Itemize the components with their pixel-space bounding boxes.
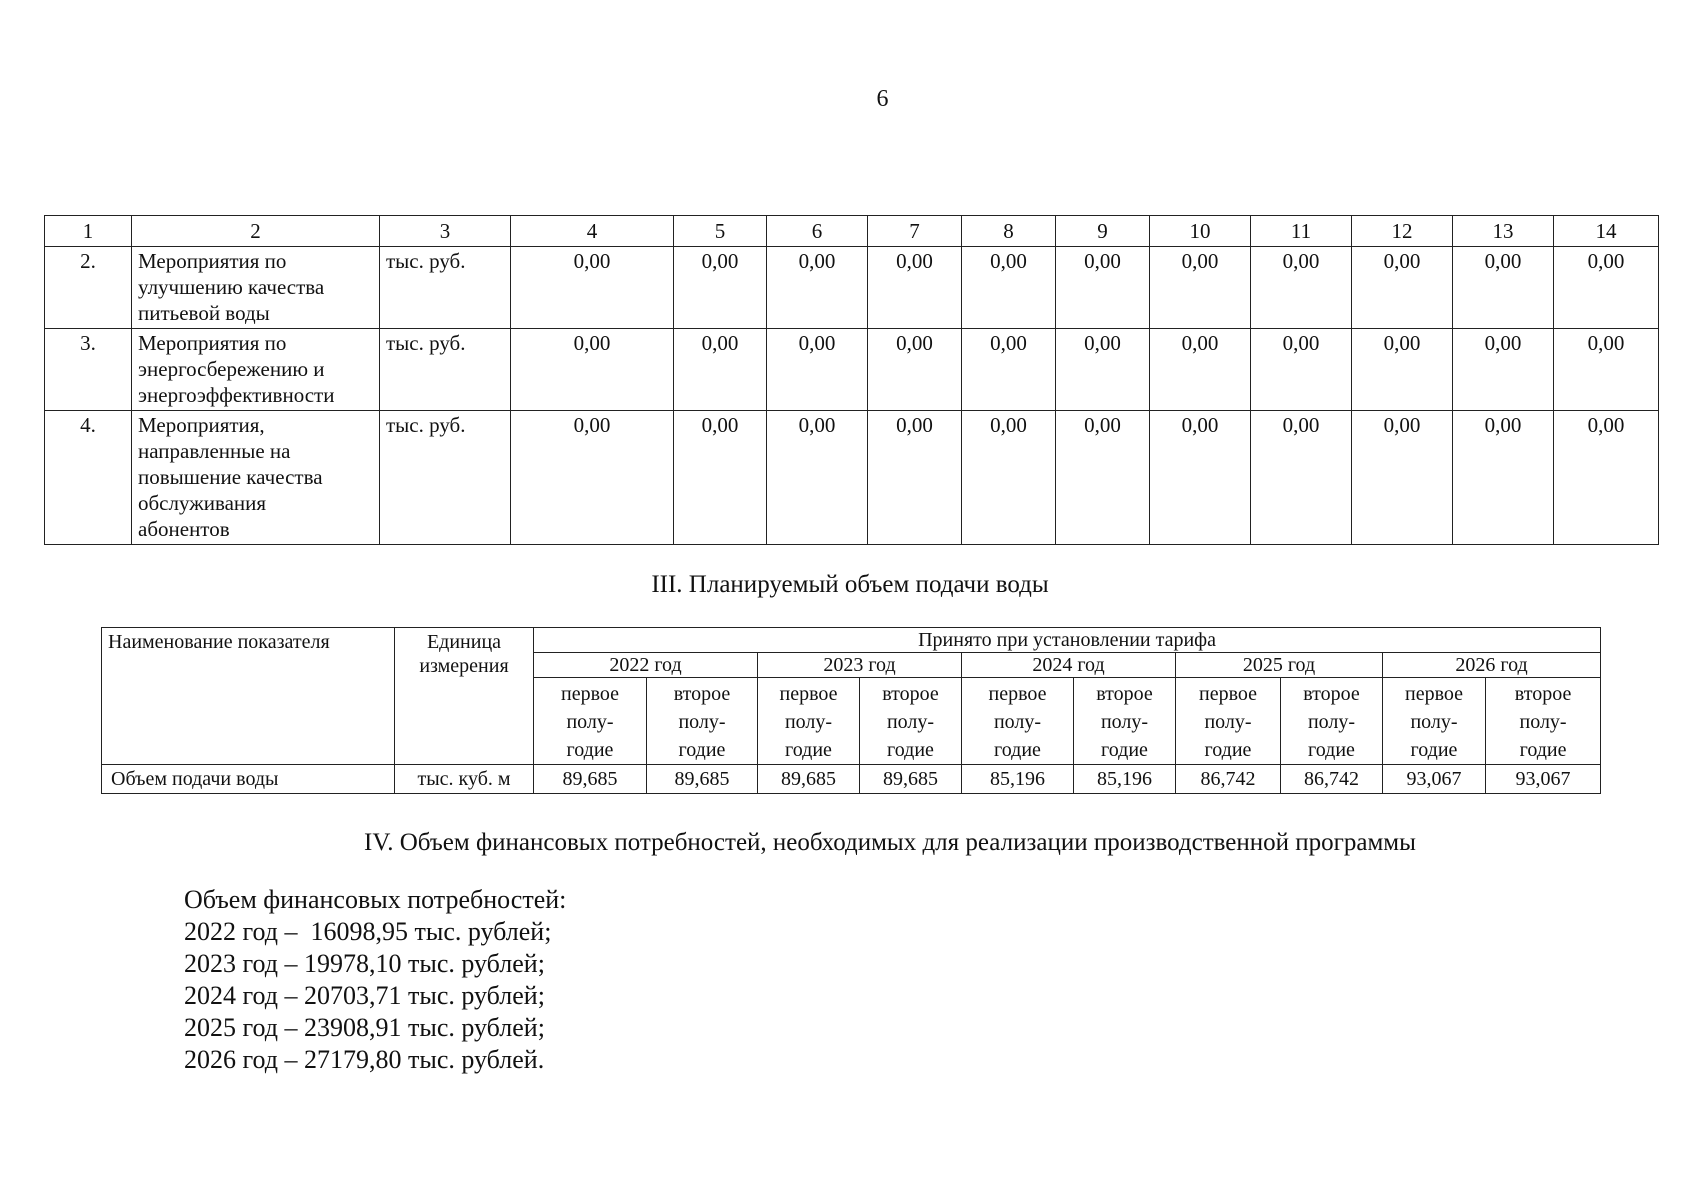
half-header-line: годие — [678, 739, 726, 761]
unit-cell: тыс. руб. — [380, 411, 511, 545]
half-header-line: первое — [1198, 683, 1257, 705]
section-4-title: IV. Объем финансовых потребностей, необходимых для реализации производственной программы — [364, 829, 1416, 856]
value-cell: 0,00 — [1056, 329, 1150, 411]
table-row — [45, 329, 1659, 411]
year-header: 2023 год — [758, 653, 962, 678]
half-header-line: годие — [1101, 739, 1148, 761]
water-volume-unit: тыс. куб. м — [395, 765, 534, 794]
half-header-line: полу- — [993, 711, 1042, 733]
value-cell: 0,00 — [767, 411, 868, 545]
second-half-header — [1486, 678, 1601, 765]
half-header-line: годие — [1410, 739, 1458, 761]
financial-needs-line: 2023 год – 19978,10 тыс. рублей; — [184, 949, 545, 978]
measure-name-line: Мероприятия, — [138, 413, 265, 437]
measure-name — [132, 329, 380, 411]
half-header-line: первое — [779, 683, 838, 705]
measure-name — [132, 247, 380, 329]
value-cell: 0,00 — [767, 247, 868, 329]
water-volume-value: 89,685 — [647, 765, 758, 794]
value-cell: 0,00 — [1251, 411, 1352, 545]
second-half-header — [1074, 678, 1176, 765]
value-cell: 0,00 — [674, 411, 767, 545]
column-number-cell: 8 — [962, 216, 1056, 247]
year-header: 2025 год — [1176, 653, 1383, 678]
table-row — [45, 411, 1659, 545]
half-header-line: годие — [994, 739, 1041, 761]
unit-header-line: Единица — [426, 631, 502, 653]
first-half-header — [1176, 678, 1281, 765]
unit-cell: тыс. руб. — [380, 329, 511, 411]
year-header: 2024 год — [962, 653, 1176, 678]
half-header-line: второе — [673, 683, 731, 705]
value-cell: 0,00 — [1056, 247, 1150, 329]
column-number-cell: 5 — [674, 216, 767, 247]
value-cell: 0,00 — [1453, 329, 1554, 411]
value-cell: 0,00 — [1453, 411, 1554, 545]
half-header-line: полу- — [678, 711, 726, 733]
second-half-header — [647, 678, 758, 765]
column-number-cell: 14 — [1554, 216, 1659, 247]
measure-name-line: направленные на — [138, 439, 291, 463]
half-header-line: годие — [1308, 739, 1355, 761]
value-cell: 0,00 — [962, 247, 1056, 329]
measure-name-line: Мероприятия по — [138, 331, 287, 355]
water-volume-value: 93,067 — [1383, 765, 1486, 794]
water-volume-row — [102, 765, 1601, 794]
half-header-line: второе — [882, 683, 939, 705]
measure-name-line: обслуживания — [138, 491, 267, 515]
half-header-line: годие — [887, 739, 934, 761]
half-header-line: первое — [1404, 683, 1463, 705]
value-cell: 0,00 — [1554, 329, 1659, 411]
financial-needs-line: 2024 год – 20703,71 тыс. рублей; — [184, 981, 545, 1010]
year-header: 2026 год — [1383, 653, 1601, 678]
water-volume-value: 85,196 — [962, 765, 1074, 794]
value-cell: 0,00 — [962, 329, 1056, 411]
value-cell: 0,00 — [1251, 329, 1352, 411]
column-number-cell: 13 — [1453, 216, 1554, 247]
value-cell: 0,00 — [511, 411, 674, 545]
financial-needs-line: 2026 год – 27179,80 тыс. рублей. — [184, 1045, 545, 1074]
financial-needs-heading: Объем финансовых потребностей: — [184, 885, 567, 914]
tariff-header: Принято при установлении тарифа — [534, 628, 1601, 653]
water-volume-value: 89,685 — [860, 765, 962, 794]
first-half-header — [962, 678, 1074, 765]
measure-name-line: улучшению качества — [138, 275, 325, 299]
second-half-header — [1281, 678, 1383, 765]
value-cell: 0,00 — [1453, 247, 1554, 329]
water-volume-value: 86,742 — [1281, 765, 1383, 794]
column-number-cell: 6 — [767, 216, 868, 247]
row-number: 3. — [45, 329, 132, 411]
value-cell: 0,00 — [1352, 247, 1453, 329]
half-header-line: второе — [1514, 683, 1572, 705]
column-number-cell: 7 — [868, 216, 962, 247]
financial-needs-line: 2022 год – 16098,95 тыс. рублей; — [184, 917, 552, 946]
page-number: 6 — [876, 86, 889, 112]
measures-table — [44, 215, 1659, 545]
half-header-line: годие — [785, 739, 832, 761]
value-cell: 0,00 — [1251, 247, 1352, 329]
half-header-line: полу- — [886, 711, 935, 733]
value-cell: 0,00 — [1056, 411, 1150, 545]
column-number-cell: 4 — [511, 216, 674, 247]
value-cell: 0,00 — [868, 411, 962, 545]
value-cell: 0,00 — [1352, 411, 1453, 545]
measure-name-line: повышение качества — [138, 465, 323, 489]
year-header: 2022 год — [534, 653, 758, 678]
half-header-line: полу- — [1519, 711, 1567, 733]
first-half-header — [758, 678, 860, 765]
measure-name — [132, 411, 380, 545]
value-cell: 0,00 — [1554, 411, 1659, 545]
half-header-line: полу- — [784, 711, 833, 733]
half-header-line: полу- — [1204, 711, 1252, 733]
indicator-name-header: Наименование показателя — [102, 628, 395, 765]
water-volume-value: 86,742 — [1176, 765, 1281, 794]
first-half-header — [534, 678, 647, 765]
column-number-cell: 10 — [1150, 216, 1251, 247]
value-cell: 0,00 — [674, 247, 767, 329]
financial-needs-line: 2025 год – 23908,91 тыс. рублей; — [184, 1013, 545, 1042]
measure-name-line: энергоэффективности — [138, 383, 335, 407]
measure-name-line: абонентов — [138, 517, 230, 541]
water-volume-value: 89,685 — [534, 765, 647, 794]
row-number: 2. — [45, 247, 132, 329]
value-cell: 0,00 — [1554, 247, 1659, 329]
column-number-cell: 1 — [45, 216, 132, 247]
water-volume-value: 93,067 — [1486, 765, 1601, 794]
value-cell: 0,00 — [1150, 329, 1251, 411]
column-number-cell: 3 — [380, 216, 511, 247]
water-supply-table — [101, 627, 1601, 794]
half-header-line: полу- — [1307, 711, 1356, 733]
column-number-cell: 2 — [132, 216, 380, 247]
water-volume-label: Объем подачи воды — [102, 765, 395, 794]
half-header-line: первое — [988, 683, 1047, 705]
value-cell: 0,00 — [1150, 247, 1251, 329]
half-header-line: первое — [560, 683, 619, 705]
half-header-line: годие — [566, 739, 614, 761]
half-header-line: полу- — [566, 711, 614, 733]
value-cell: 0,00 — [1352, 329, 1453, 411]
value-cell: 0,00 — [511, 247, 674, 329]
section-3-title: III. Планируемый объем подачи воды — [651, 571, 1049, 598]
half-header-line: полу- — [1410, 711, 1458, 733]
unit-header-line: измерения — [419, 655, 509, 677]
column-number-header-row — [45, 216, 1659, 247]
half-header-line: годие — [1519, 739, 1567, 761]
column-number-cell: 12 — [1352, 216, 1453, 247]
measure-name-line: энергосбережению и — [138, 357, 325, 381]
half-header-line: второе — [1303, 683, 1360, 705]
value-cell: 0,00 — [674, 329, 767, 411]
unit-cell: тыс. руб. — [380, 247, 511, 329]
value-cell: 0,00 — [962, 411, 1056, 545]
column-number-cell: 11 — [1251, 216, 1352, 247]
second-half-header — [860, 678, 962, 765]
column-number-cell: 9 — [1056, 216, 1150, 247]
value-cell: 0,00 — [868, 247, 962, 329]
row-number: 4. — [45, 411, 132, 545]
half-header-line: годие — [1204, 739, 1252, 761]
unit-header — [395, 628, 534, 765]
financial-needs-block — [184, 884, 566, 1076]
measure-name-line: Мероприятия по — [138, 249, 287, 273]
value-cell: 0,00 — [511, 329, 674, 411]
measure-name-line: питьевой воды — [138, 301, 270, 325]
table-row — [45, 247, 1659, 329]
value-cell: 0,00 — [1150, 411, 1251, 545]
half-header-line: второе — [1096, 683, 1153, 705]
value-cell: 0,00 — [868, 329, 962, 411]
first-half-header — [1383, 678, 1486, 765]
half-header-line: полу- — [1100, 711, 1149, 733]
water-volume-value: 85,196 — [1074, 765, 1176, 794]
value-cell: 0,00 — [767, 329, 868, 411]
water-volume-value: 89,685 — [758, 765, 860, 794]
